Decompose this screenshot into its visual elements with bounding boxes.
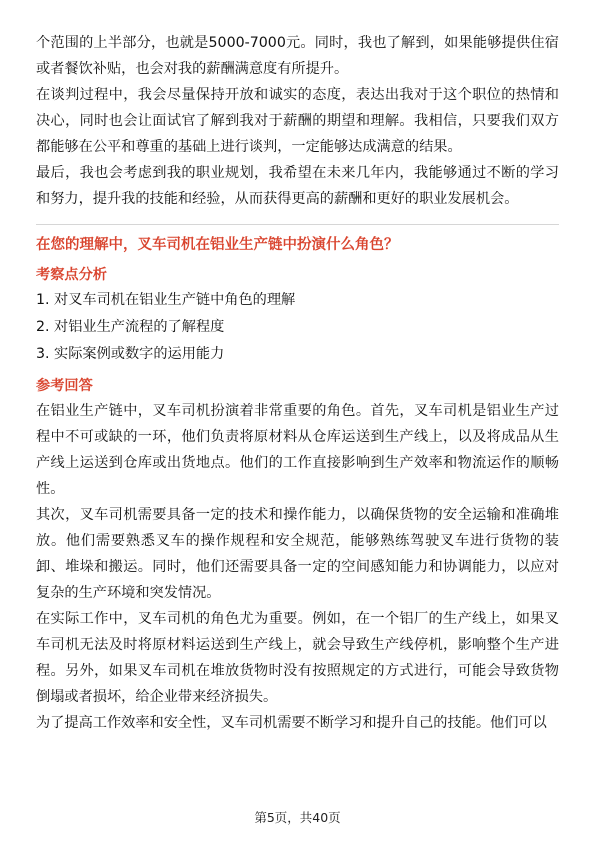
answer-title: 参考回答 — [36, 378, 93, 394]
analysis-item: 3. 实际案例或数字的运用能力 — [36, 346, 225, 362]
body-paragraph: 最后，我也会考虑到我的职业规划，我希望在未来几年内，我能够通过不断的学习和努力，提升我的技能和经验，从而获得更高的薪酬和更好的职业发展机会。 — [36, 165, 559, 207]
analysis-title: 考察点分析 — [36, 267, 107, 283]
answer-paragraph: 为了提高工作效率和安全性，叉车司机需要不断学习和提升自己的技能。他们可以 — [36, 715, 547, 731]
body-paragraph: 在谈判过程中，我会尽量保持开放和诚实的态度，表达出我对于这个职位的热情和决心，同时也会让面试官了解到我对于薪酬的期望和理解。我相信，只要我们双方都能够在公平和尊重的基础上进行谈判，一定能够达成满意的结果。 — [36, 87, 559, 155]
answer-paragraph: 在铝业生产链中，叉车司机扮演着非常重要的角色。首先，叉车司机是铝业生产过程中不可或缺的一环，他们负责将原材料从仓库运送到生产线上，以及将成品从生产线上运送到仓库或出货地点。他们的工作直接影响到生产效率和物流运作的顺畅性。 — [36, 403, 559, 497]
analysis-item: 2. 对铝业生产流程的了解程度 — [36, 319, 225, 335]
answer-paragraph: 在实际工作中，叉车司机的角色尤为重要。例如，在一个铝厂的生产线上，如果叉车司机无法及时将原材料运送到生产线上，就会导致生产线停机，影响整个生产进程。另外，如果叉车司机在堆放货物时没有按照规定的方式进行，可能会导致货物倒塌或者损坏，给企业带来经济损失。 — [36, 611, 559, 705]
body-paragraph: 个范围的上半部分，也就是5000-7000元。同时，我也了解到，如果能够提供住宿或者餐饮补贴，也会对我的薪酬满意度有所提升。 — [36, 35, 559, 77]
section-divider — [36, 224, 559, 225]
question-heading: 在您的理解中，叉车司机在铝业生产链中扮演什么角色？ — [36, 237, 399, 253]
document-page — [36, 30, 559, 736]
page-footer: 第5页，共40页 — [254, 810, 341, 825]
answer-paragraph: 其次，叉车司机需要具备一定的技术和操作能力，以确保货物的安全运输和准确堆放。他们需要熟悉叉车的操作规程和安全规范，能够熟练驾驶叉车进行货物的装卸、堆垛和搬运。同时，他们还需要具备一定的空间感知能力和协调能力，以应对复杂的生产环境和突发情况。 — [36, 507, 559, 601]
analysis-item: 1. 对叉车司机在铝业生产链中角色的理解 — [36, 292, 296, 308]
